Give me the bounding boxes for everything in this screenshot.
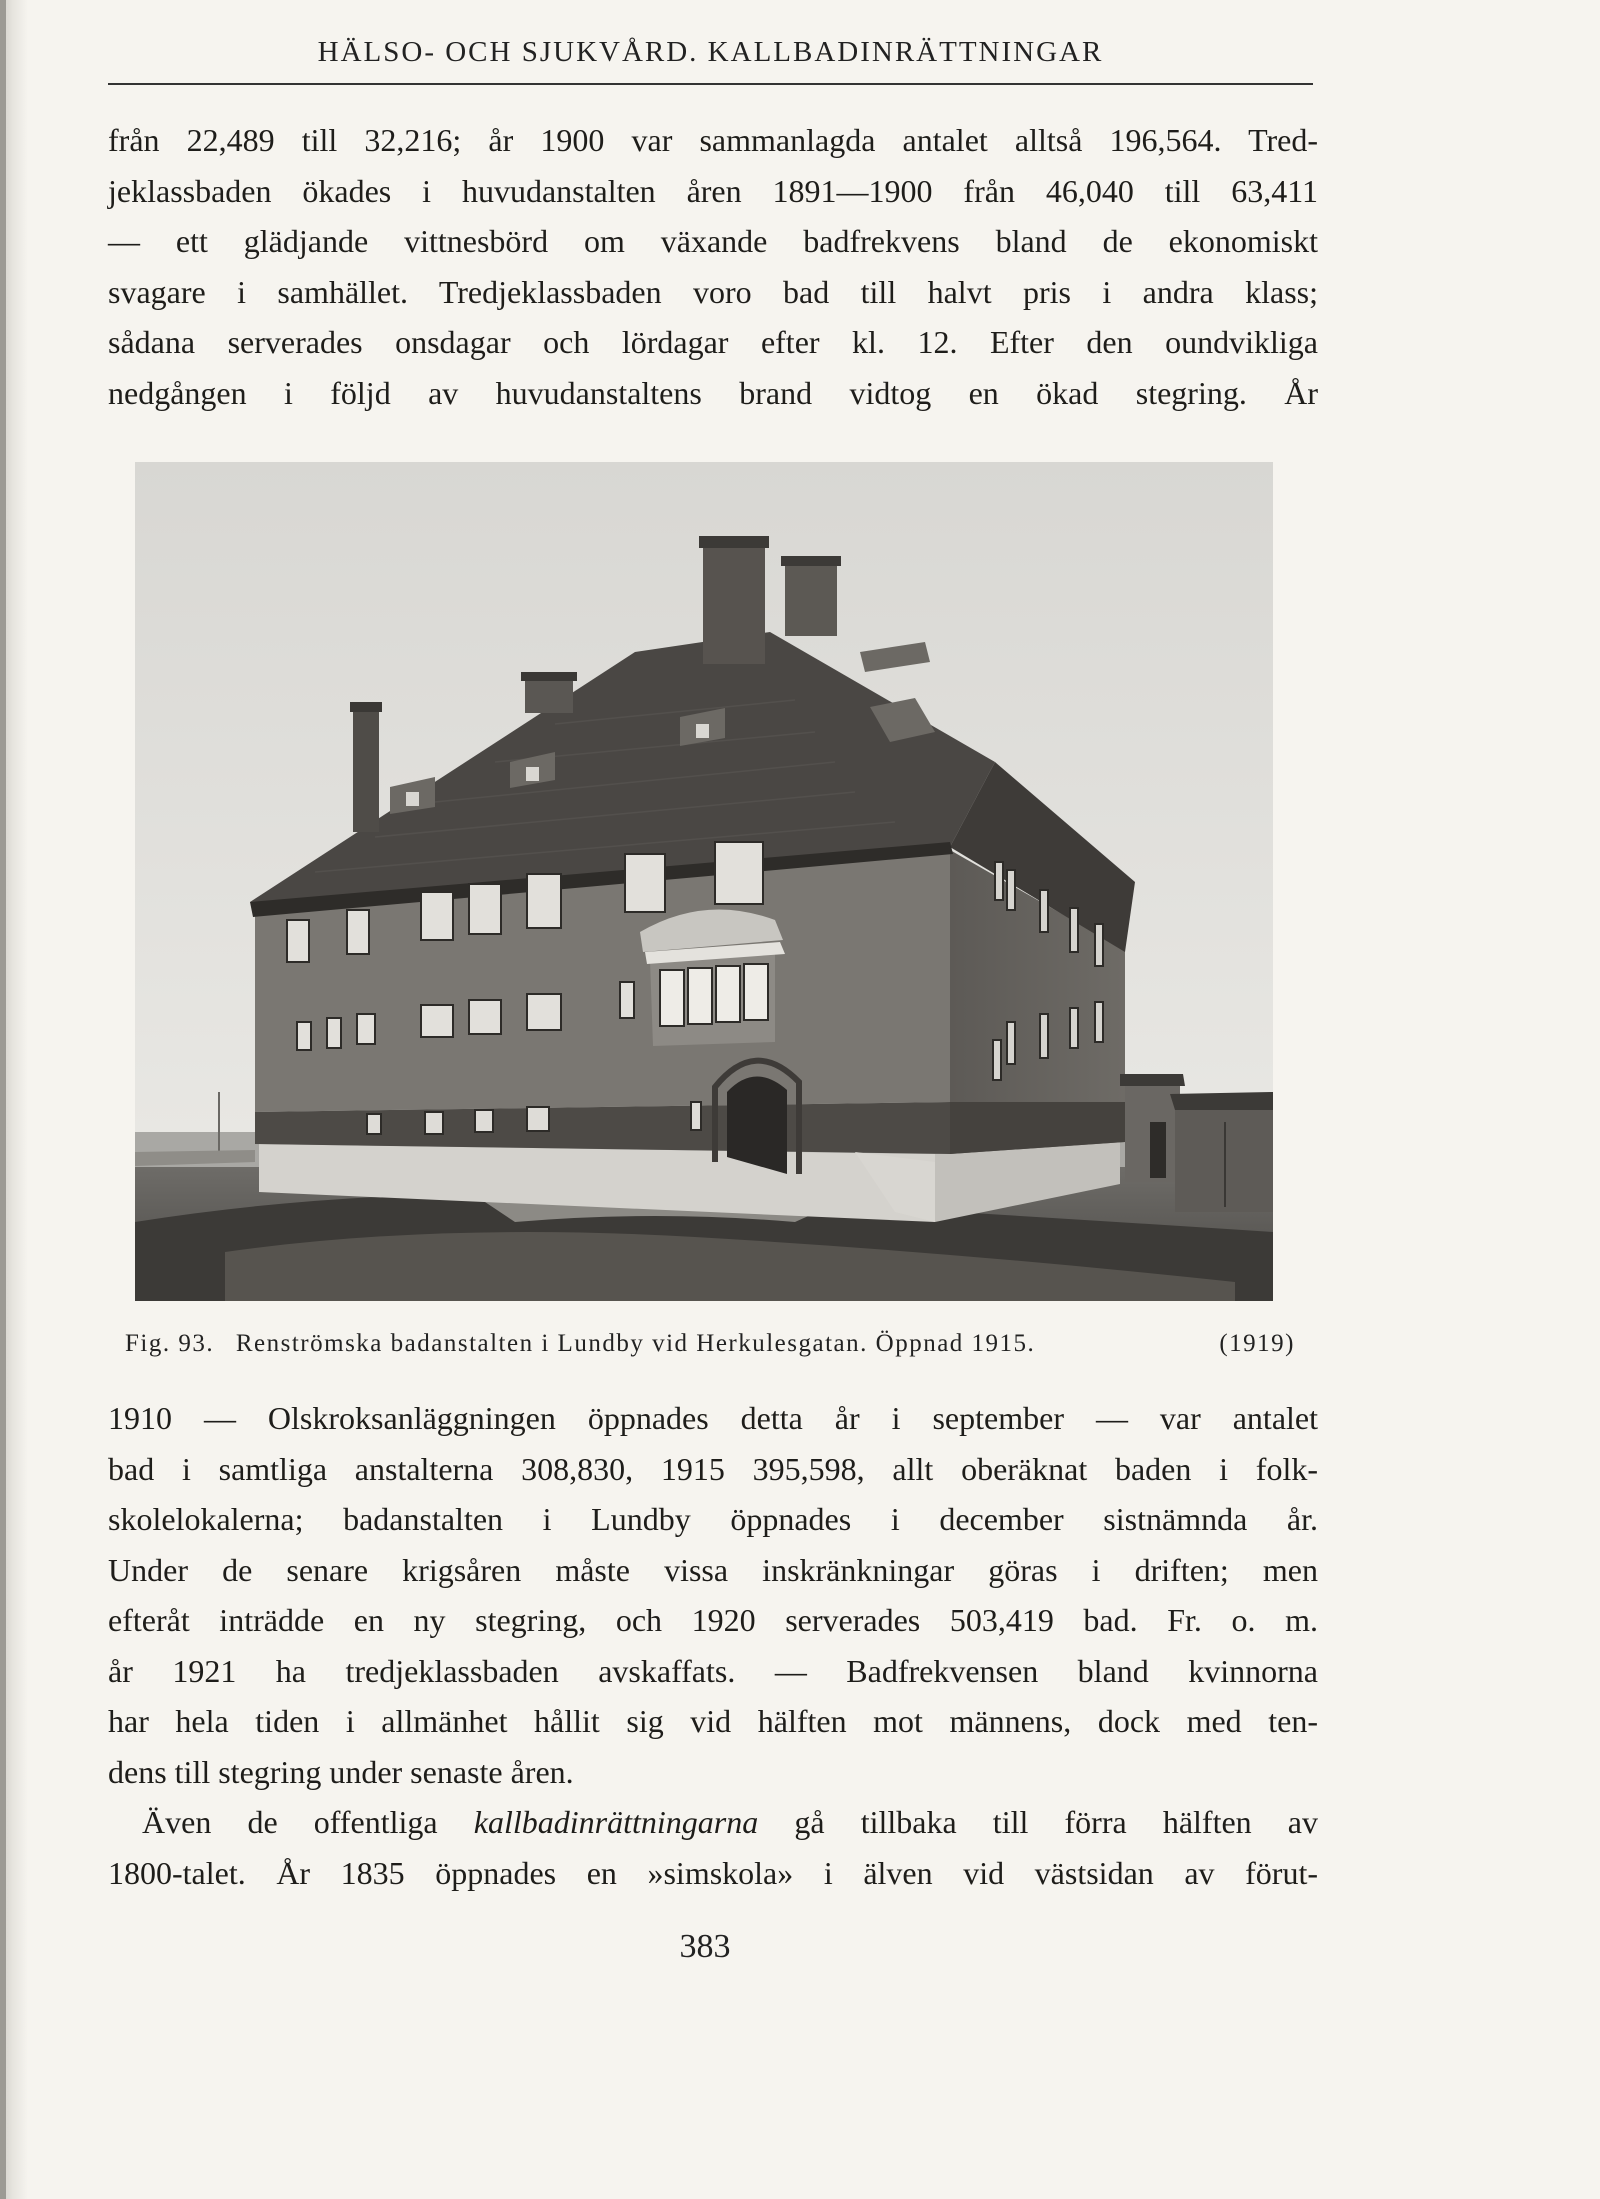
header-rule bbox=[108, 83, 1313, 85]
figure-label: Fig. 93. bbox=[125, 1330, 215, 1357]
paragraph-1-line: sådana serverades onsdagar och lördagar efter kl. 12. Efter den oundvikliga bbox=[108, 324, 1318, 360]
figure-caption-text: Renströmska badanstalten i Lundby vid Herkulesgatan. Öppnad 1915. bbox=[235, 1330, 1036, 1357]
paragraph-1-line: svagare i samhället. Tredjeklassbaden voro bad till halvt pris i andra klass; bbox=[108, 273, 1318, 310]
paragraph-3-line-2: 1800-talet. År 1835 öppnades en »simskola» i älven vid västsidan av förut- bbox=[108, 1854, 1318, 1891]
paragraph-3-line-1 bbox=[108, 1797, 1318, 1848]
paragraph-3-text: Även de offentliga bbox=[142, 1804, 438, 1840]
paragraph-2-line: år 1921 ha tredjeklassbaden avskaffats. — Badfrekvensen bland kvinnorna bbox=[108, 1652, 1318, 1689]
paragraph-2-line: skolelokalerna; badanstalten i Lundby öppnades i december sistnämnda år. bbox=[108, 1501, 1318, 1537]
paragraph-2-line: bad i samtliga anstalterna 308,830, 1915 395,598, allt oberäknat baden i folk- bbox=[108, 1450, 1318, 1487]
page-edge bbox=[0, 0, 6, 2199]
running-head: HÄLSO- OCH SJUKVÅRD. KALLBADINRÄTTNINGAR bbox=[317, 36, 1104, 68]
building-photograph bbox=[135, 462, 1273, 1301]
paragraph-2-line: 1910 — Olskroksanläggningen öppnades detta år i september — var antalet bbox=[108, 1400, 1318, 1436]
figure-caption bbox=[125, 1330, 1295, 1358]
figure-caption-year: (1919) bbox=[1219, 1330, 1295, 1357]
paragraph-1-line: — ett glädjande vittnesbörd om växande badfrekvens bland de ekonomiskt bbox=[108, 223, 1318, 259]
paragraph-1-line: jeklassbaden ökades i huvudanstalten åren 1891—1900 från 46,040 till 63,411 bbox=[108, 172, 1318, 209]
paragraph-2-line: dens till stegring under senaste åren. bbox=[108, 1753, 574, 1790]
paragraph-3-italic-term: kallbadinrättningarna bbox=[473, 1804, 759, 1840]
building-illustration bbox=[135, 462, 1273, 1301]
paragraph-1 bbox=[108, 115, 1318, 418]
paragraph-2 bbox=[108, 1393, 1318, 1898]
paragraph-3-text: gå tillbaka till förra hälften av bbox=[794, 1804, 1318, 1840]
page-number: 383 bbox=[679, 1928, 731, 1965]
paragraph-1-line: från 22,489 till 32,216; år 1900 var sammanlagda antalet alltså 196,564. Tred- bbox=[108, 122, 1318, 158]
paragraph-2-line: har hela tiden i allmänhet hållit sig vid hälften mot männens, dock med ten- bbox=[108, 1703, 1318, 1739]
paragraph-2-line: Under de senare krigsåren måste vissa inskränkningar göras i driften; men bbox=[108, 1551, 1318, 1588]
paragraph-2-line: efteråt inträdde en ny stegring, och 1920 serverades 503,419 bad. Fr. o. m. bbox=[108, 1602, 1318, 1638]
paragraph-1-line: nedgången i följd av huvudanstaltens brand vidtog en ökad stegring. År bbox=[108, 374, 1318, 411]
